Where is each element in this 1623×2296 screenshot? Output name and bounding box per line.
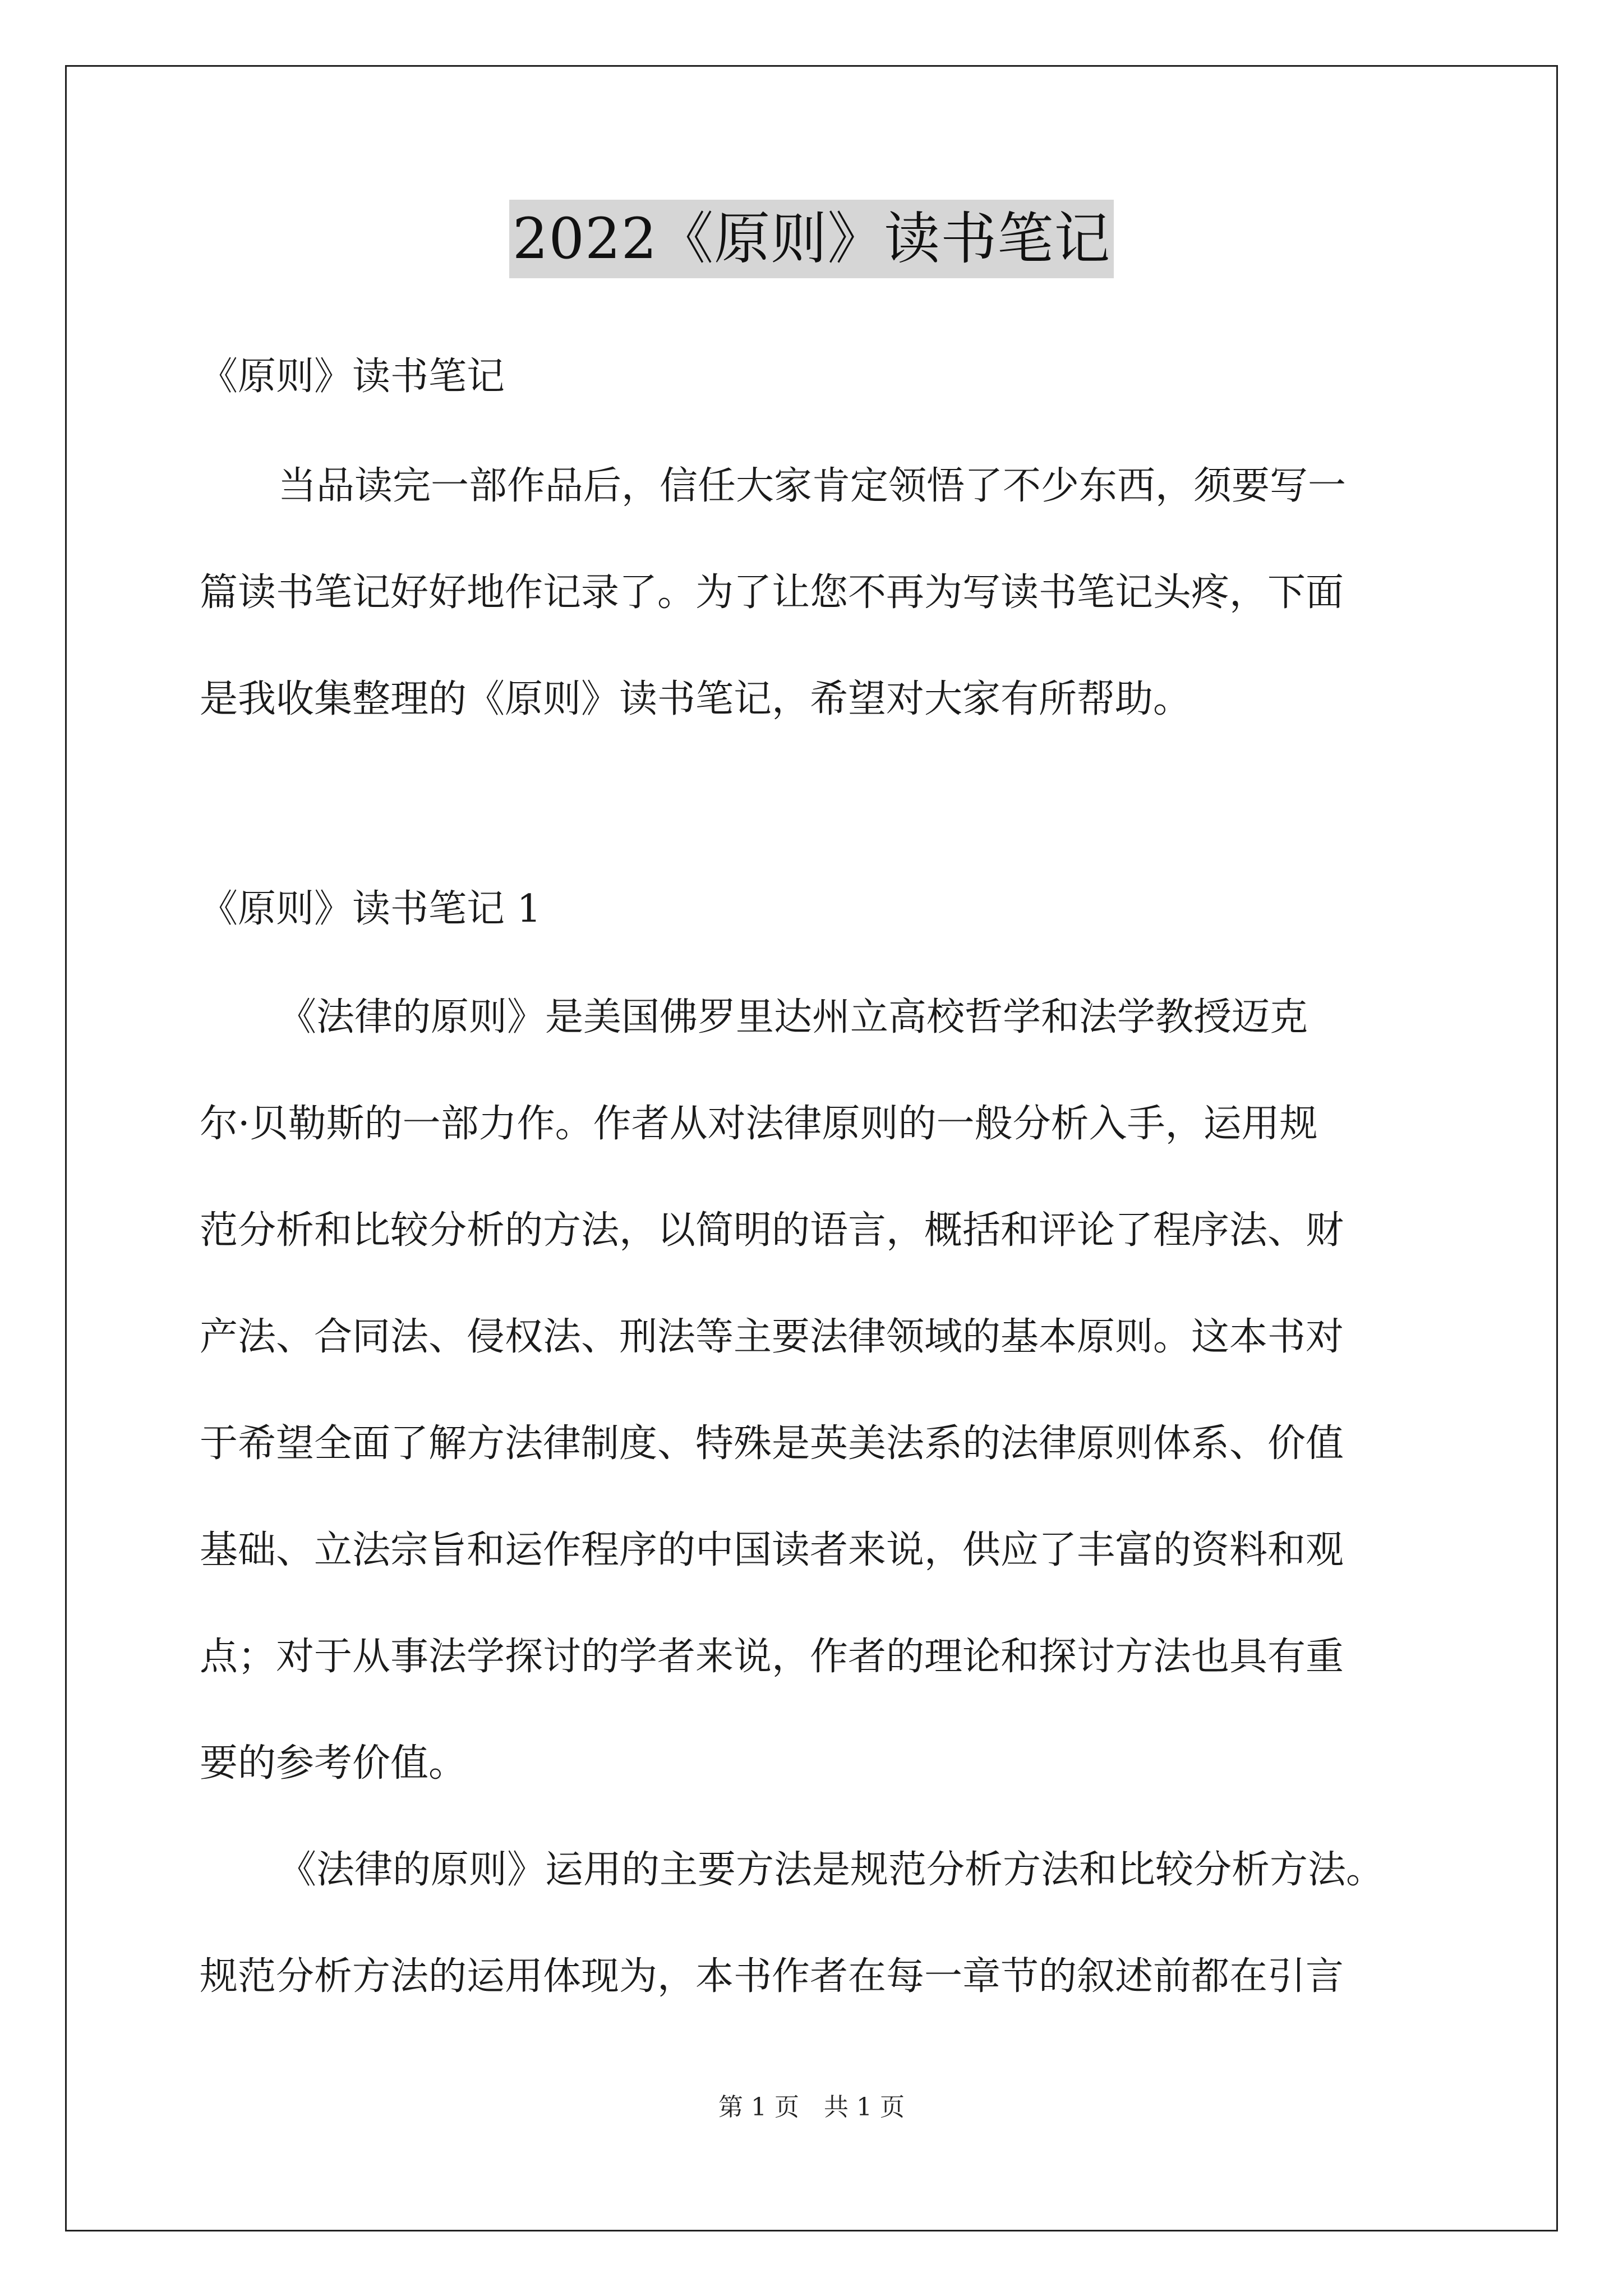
document-title: 2022《原则》读书笔记 <box>509 200 1114 278</box>
para1-line: 点；对于从事法学探讨的学者来说，作者的理论和探讨方法也具有重 <box>200 1635 1344 1679</box>
intro-line: 篇读书笔记好好地作记录了。为了让您不再为写读书笔记头疼，下面 <box>200 570 1344 615</box>
para1-line: 产法、合同法、侵权法、刑法等主要法律领域的基本原则。这本书对 <box>200 1315 1344 1359</box>
para1-line: 《法律的原则》是美国佛罗里达州立高校哲学和法学教授迈克 <box>278 995 1308 1039</box>
para1-line: 尔·贝勒斯的一部力作。作者从对法律原则的一般分析入手，运用规 <box>200 1102 1318 1146</box>
para2-line: 《法律的原则》运用的主要方法是规范分析方法和比较分析方法。 <box>278 1848 1385 1892</box>
para1-line: 范分析和比较分析的方法，以简明的语言，概括和评论了程序法、财 <box>200 1208 1344 1253</box>
para1-line: 要的参考价值。 <box>200 1741 467 1786</box>
intro-line: 当品读完一部作品后，信任大家肯定领悟了不少东西，须要写一 <box>278 464 1347 508</box>
para1-line: 基础、立法宗旨和运作程序的中国读者来说，供应了丰富的资料和观 <box>200 1528 1344 1572</box>
subtitle: 《原则》读书笔记 <box>200 355 505 399</box>
title-wrap <box>0 200 1623 278</box>
para2-line: 规范分析方法的运用体现为，本书作者在每一章节的叙述前都在引言 <box>200 1954 1344 1999</box>
section-heading: 《原则》读书笔记 1 <box>200 887 541 931</box>
page-footer <box>0 2091 1623 2124</box>
intro-line: 是我收集整理的《原则》读书笔记，希望对大家有所帮助。 <box>200 677 1192 721</box>
para1-line: 于希望全面了解方法律制度、特殊是英美法系的法律原则体系、价值 <box>200 1421 1344 1466</box>
page-number: 第 1 页 共 1 页 <box>718 2093 905 2122</box>
